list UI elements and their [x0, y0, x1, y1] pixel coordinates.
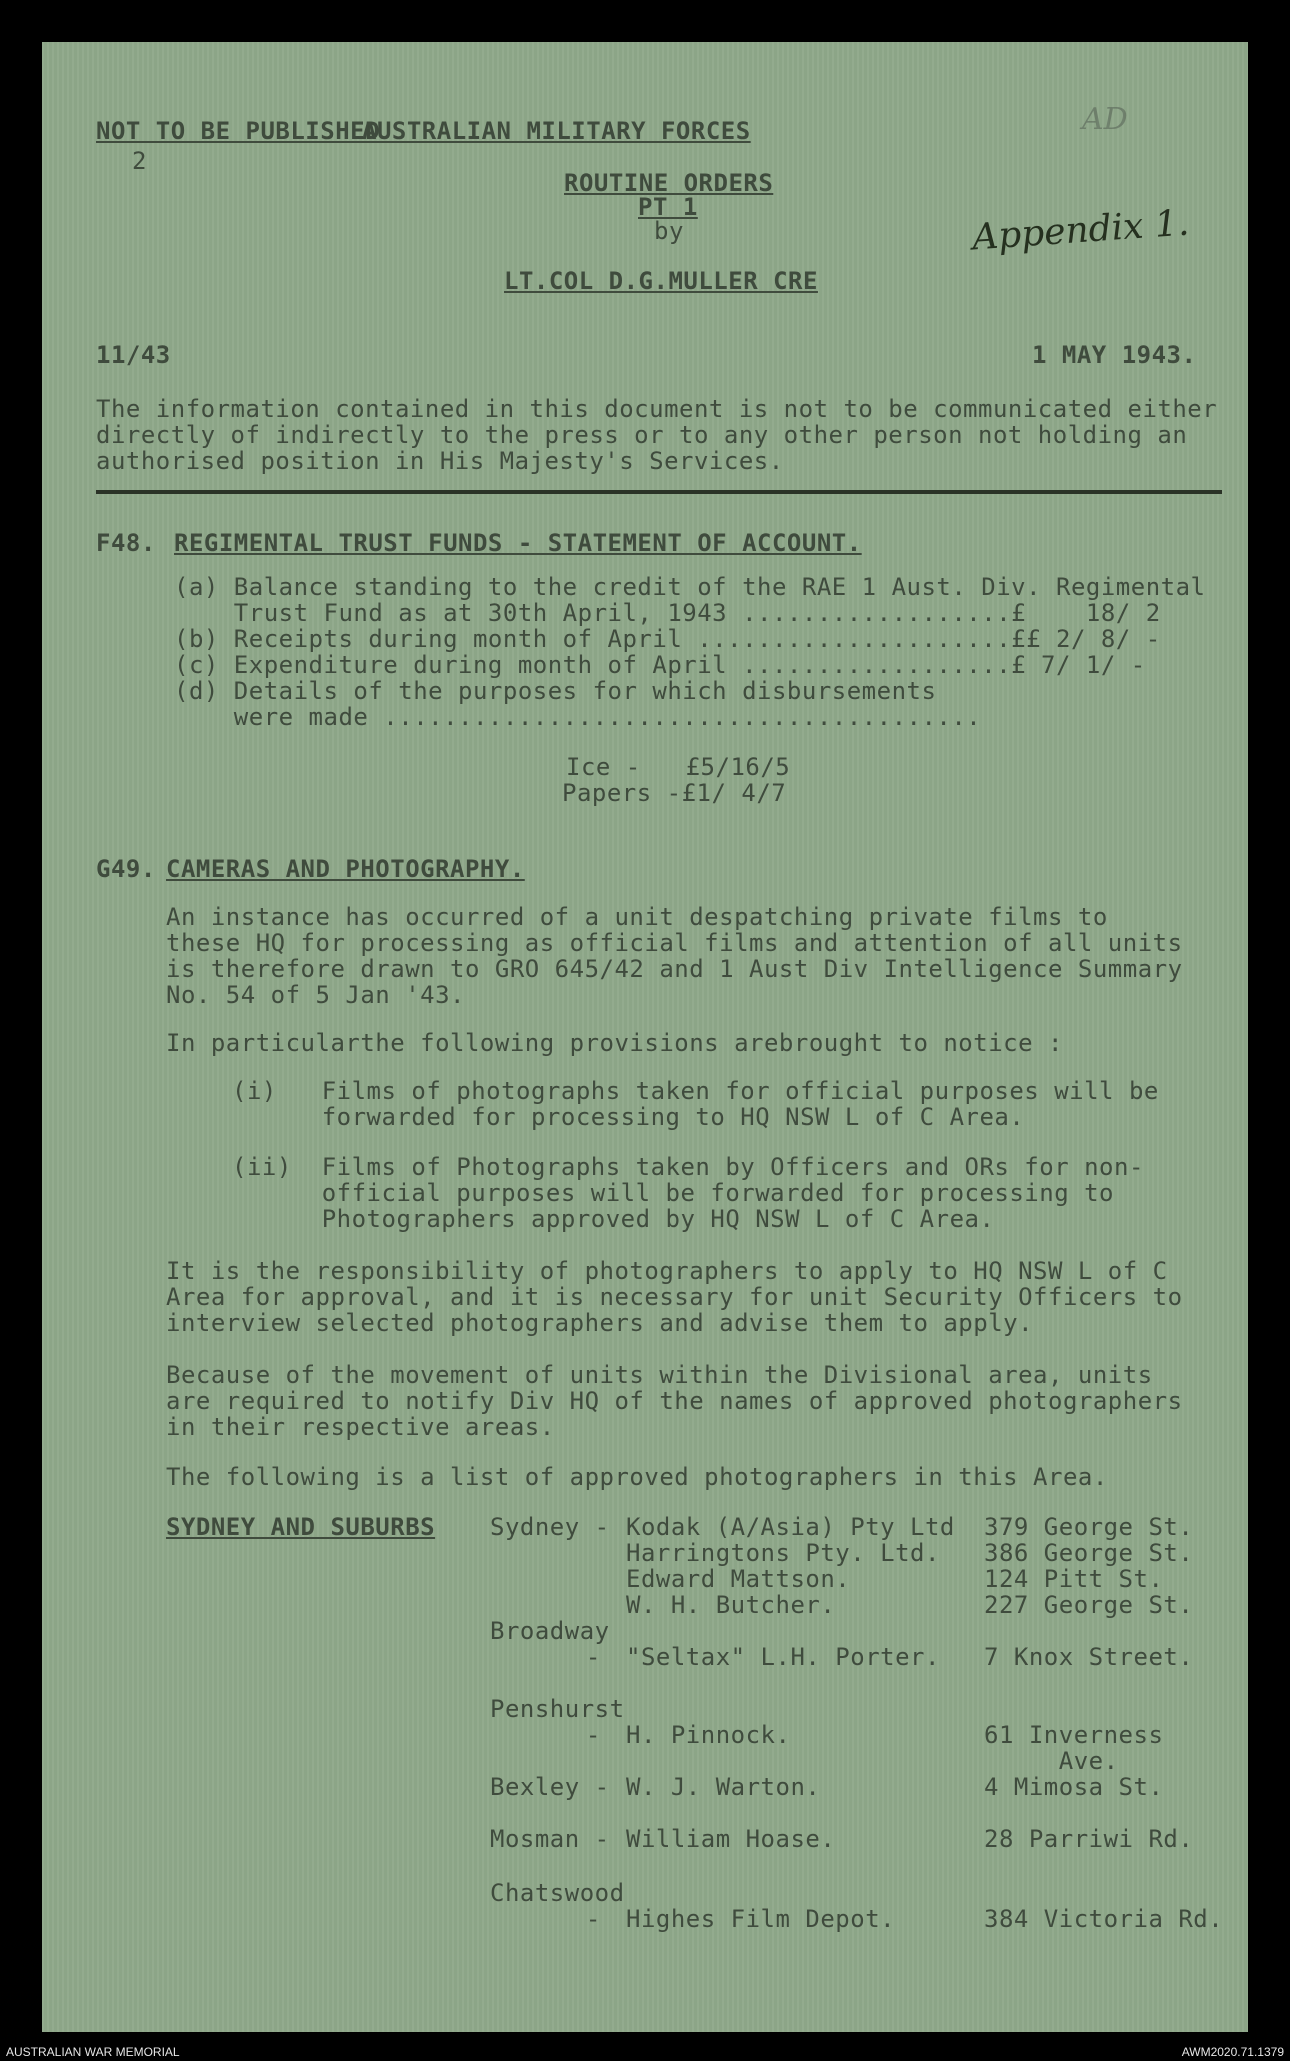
list-place: Bexley - [490, 1773, 610, 1801]
g49-para5: The following is a list of approved photographers in this Area. [166, 1463, 1108, 1491]
list-heading: SYDNEY AND SUBURBS [166, 1513, 436, 1541]
list-addr: 28 Parriwi Rd. [984, 1825, 1194, 1853]
list-place: Mosman - [490, 1825, 610, 1853]
list-name: "Seltax" L.H. Porter. [626, 1643, 940, 1671]
list-place: - [556, 1721, 601, 1749]
f48-line: (d) Details of the purposes for which disbursements [174, 677, 937, 705]
g49-para3-line: It is the responsibility of photographers to apply to HQ NSW L of C [166, 1257, 1168, 1285]
handwritten-initials: AD [1082, 102, 1128, 137]
list-place: Broadway [490, 1617, 610, 1645]
part-label: PT 1 [638, 193, 698, 221]
list-addr: 386 George St. [984, 1539, 1194, 1567]
by-label: by [654, 217, 684, 245]
list-addr: 384 Victoria Rd. [984, 1905, 1224, 1933]
g49-para3-line: Area for approval, and it is necessary for unit Security Officers to [166, 1283, 1183, 1311]
list-name: H. Pinnock. [626, 1721, 791, 1749]
list-name: Edward Mattson. [626, 1565, 851, 1593]
footer-left: AUSTRALIAN WAR MEMORIAL [6, 2045, 180, 2059]
list-addr: 4 Mimosa St. [984, 1773, 1164, 1801]
document-page [42, 42, 1248, 2032]
g49-item2-line: Photographers approved by HQ NSW L of C Area. [232, 1205, 995, 1233]
g49-para1-line: No. 54 of 5 Jan '43. [166, 981, 465, 1009]
routine-orders-title: ROUTINE ORDERS [564, 169, 774, 197]
g49-para1-line: is therefore drawn to GRO 645/42 and 1 Aust Div Intelligence Summary [166, 955, 1183, 983]
notice-line: authorised position in His Majesty's Services. [96, 447, 784, 475]
org-title: AUSTRALIAN MILITARY FORCES [362, 117, 751, 145]
g49-para4-line: Because of the movement of units within the Divisional area, units [166, 1361, 1153, 1389]
f48-line: Trust Fund as at 30th April, 1943 ..................£ 18/ 2 [174, 599, 1161, 627]
g49-item1-line: forwarded for processing to HQ NSW L of C Area. [232, 1103, 1025, 1131]
list-place: - [556, 1643, 601, 1671]
margin-mark: 2 [132, 147, 147, 175]
g49-number: G49. [96, 855, 156, 883]
list-name: W. J. Warton. [626, 1773, 821, 1801]
g49-item1-line: (i) Films of photographs taken for official purposes will be [232, 1077, 1159, 1105]
f48-line: (b) Receipts during month of April .....................££ 2/ 8/ - [174, 625, 1161, 653]
g49-para1-line: An instance has occurred of a unit despatching private films to [166, 903, 1108, 931]
officer-name: LT.COL D.G.MULLER CRE [504, 267, 818, 295]
list-place: - [556, 1905, 601, 1933]
g49-para3-line: interview selected photographers and advise them to apply. [166, 1309, 1034, 1337]
f48-title: REGIMENTAL TRUST FUNDS - STATEMENT OF ACCOUNT. [174, 529, 862, 557]
g49-title: CAMERAS AND PHOTOGRAPHY. [166, 855, 525, 883]
list-name: William Hoase. [626, 1825, 836, 1853]
list-name: W. H. Butcher. [626, 1591, 836, 1619]
notice-line: The information contained in this document is not to be communicated either [96, 395, 1218, 423]
classification-label: NOT TO BE PUBLISHED [96, 117, 381, 145]
handwritten-appendix: Appendix 1. [970, 202, 1191, 259]
list-name: Harringtons Pty. Ltd. [626, 1539, 940, 1567]
f48-line: were made ........................................ [174, 703, 982, 731]
divider [96, 490, 1222, 494]
list-place: Chatswood [490, 1879, 625, 1907]
list-place: Penshurst [490, 1695, 625, 1723]
g49-para1-line: these HQ for processing as official films and attention of all units [166, 929, 1183, 957]
f48-line: (c) Expenditure during month of April ..................£ 7/ 1/ - [174, 651, 1146, 679]
list-addr: Ave. [984, 1747, 1119, 1775]
order-date: 1 MAY 1943. [1032, 341, 1197, 369]
f48-number: F48. [96, 529, 156, 557]
list-place: Sydney - [490, 1513, 610, 1541]
f48-line: (a) Balance standing to the credit of the RAE 1 Aust. Div. Regimental [174, 573, 1206, 601]
list-name: Highes Film Depot. [626, 1905, 896, 1933]
order-number: 11/43 [96, 341, 171, 369]
g49-para4-line: in their respective areas. [166, 1413, 555, 1441]
list-name: Kodak (A/Asia) Pty Ltd [626, 1513, 955, 1541]
g49-para2: In particularthe following provisions arebrought to notice : [166, 1029, 1063, 1057]
list-addr: 124 Pitt St. [984, 1565, 1164, 1593]
g49-item2-line: (ii) Films of Photographs taken by Officers and ORs for non- [232, 1153, 1144, 1181]
g49-para4-line: are required to notify Div HQ of the names of approved photographers [166, 1387, 1183, 1415]
list-addr: 379 George St. [984, 1513, 1194, 1541]
list-addr: 61 Inverness [984, 1721, 1164, 1749]
g49-item2-line: official purposes will be forwarded for processing to [232, 1179, 1115, 1207]
list-addr: 227 George St. [984, 1591, 1194, 1619]
footer-right: AWM2020.71.1379 [1181, 2045, 1284, 2059]
f48-papers: Papers -£1/ 4/7 [562, 779, 787, 807]
f48-ice: Ice - £5/16/5 [566, 753, 791, 781]
list-addr: 7 Knox Street. [984, 1643, 1194, 1671]
notice-line: directly of indirectly to the press or to any other person not holding an [96, 421, 1188, 449]
